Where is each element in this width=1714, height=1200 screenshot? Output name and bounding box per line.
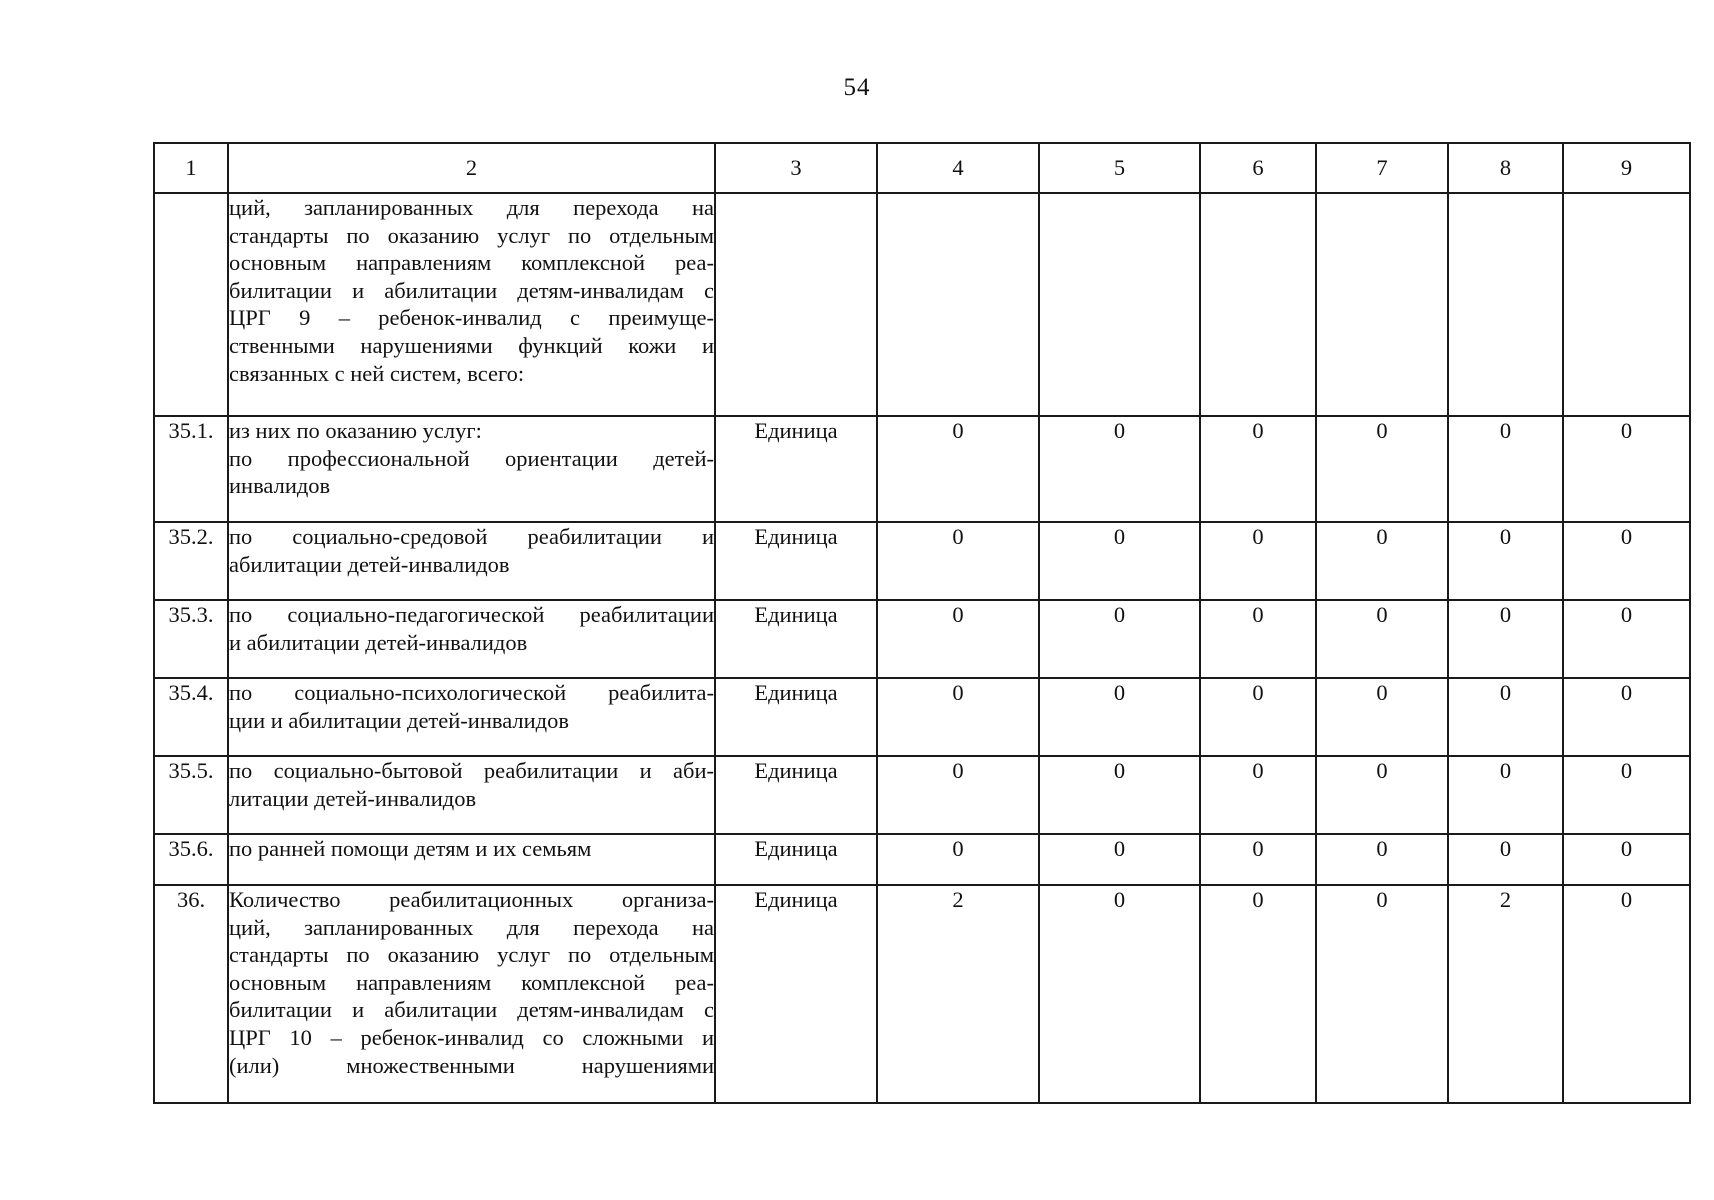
description-line: по профессиональной ориентации детей- (229, 445, 714, 471)
description-line: из них по оказанию услуг: (229, 418, 482, 443)
description-line: по социально-средовой реабилитации и (229, 524, 714, 549)
row-number: 36. (154, 885, 228, 1103)
value-cell: 0 (1316, 678, 1448, 756)
value-cell: 0 (1039, 416, 1200, 522)
description-line: стандарты по оказанию услуг по отдельным (229, 222, 714, 248)
description-line: стандарты по оказанию услуг по отдельным (229, 942, 714, 968)
value-cell: 0 (1448, 522, 1563, 600)
value-cell (1039, 193, 1200, 416)
row-unit: Единица (715, 600, 877, 678)
value-cell: 0 (1316, 416, 1448, 522)
row-unit (715, 193, 877, 416)
value-cell: 2 (877, 885, 1039, 1103)
row-unit: Единица (715, 756, 877, 834)
row-unit: Единица (715, 885, 877, 1103)
row-description (228, 416, 715, 522)
value-cell: 0 (1563, 756, 1690, 834)
value-cell (1563, 193, 1690, 416)
row-description (228, 885, 715, 1103)
header-cell: 9 (1563, 143, 1690, 193)
value-cell: 0 (1200, 885, 1316, 1103)
value-cell: 0 (877, 678, 1039, 756)
description-line: ЦРГ 10 – ребенок-инвалид со сложными и (229, 1024, 714, 1050)
description-line: ций, запланированных для перехода на (229, 195, 714, 220)
row-description (228, 193, 715, 416)
description-line: билитации и абилитации детям-инвалидам с (229, 997, 714, 1023)
row-description (228, 756, 715, 834)
row-number: 35.5. (154, 756, 228, 834)
description-line: (или) множественными нарушениями (229, 1052, 714, 1078)
row-unit: Единица (715, 522, 877, 600)
value-cell: 0 (1039, 756, 1200, 834)
row-number: 35.4. (154, 678, 228, 756)
description-line: связанных с ней систем, всего: (229, 360, 525, 386)
page-number: 54 (843, 74, 871, 101)
description-line: инвалидов (229, 473, 331, 499)
value-cell: 0 (1448, 834, 1563, 885)
value-cell: 0 (1039, 678, 1200, 756)
value-cell: 0 (1200, 678, 1316, 756)
value-cell (1200, 193, 1316, 416)
value-cell: 0 (1316, 522, 1448, 600)
description-line: литации детей-инвалидов (229, 785, 477, 811)
value-cell: 0 (1316, 885, 1448, 1103)
value-cell: 0 (877, 600, 1039, 678)
value-cell: 0 (1316, 600, 1448, 678)
description-line: абилитации детей-инвалидов (229, 551, 510, 577)
value-cell: 0 (1039, 834, 1200, 885)
table-row (154, 885, 1690, 1103)
header-cell: 4 (877, 143, 1039, 193)
value-cell: 0 (1200, 600, 1316, 678)
value-cell: 0 (1200, 756, 1316, 834)
value-cell: 0 (1448, 600, 1563, 678)
header-cell: 2 (228, 143, 715, 193)
value-cell: 0 (1316, 756, 1448, 834)
row-description (228, 522, 715, 600)
row-number: 35.2. (154, 522, 228, 600)
header-cell: 8 (1448, 143, 1563, 193)
value-cell: 0 (1563, 600, 1690, 678)
value-cell: 0 (1200, 834, 1316, 885)
value-cell (1316, 193, 1448, 416)
value-cell: 0 (1563, 678, 1690, 756)
row-description (228, 600, 715, 678)
value-cell: 0 (877, 522, 1039, 600)
row-unit: Единица (715, 834, 877, 885)
value-cell: 0 (877, 834, 1039, 885)
description-line: ций, запланированных для перехода на (229, 914, 714, 940)
description-line: по социально-бытовой реабилитации и аби- (229, 758, 714, 783)
value-cell: 0 (877, 416, 1039, 522)
table-row (154, 600, 1690, 678)
value-cell: 0 (1448, 678, 1563, 756)
table-row (154, 193, 1690, 416)
description-line: основным направлениям комплексной реа- (229, 969, 714, 995)
value-cell: 0 (1200, 416, 1316, 522)
header-cell: 3 (715, 143, 877, 193)
header-cell: 1 (154, 143, 228, 193)
row-unit: Единица (715, 416, 877, 522)
value-cell: 0 (1563, 522, 1690, 600)
description-line: Количество реабилитационных организа- (229, 887, 714, 912)
value-cell: 0 (1039, 600, 1200, 678)
value-cell: 0 (1563, 885, 1690, 1103)
data-table (153, 142, 1691, 1104)
header-cell: 6 (1200, 143, 1316, 193)
value-cell: 0 (1200, 522, 1316, 600)
value-cell (1448, 193, 1563, 416)
table-row (154, 756, 1690, 834)
value-cell: 0 (1563, 834, 1690, 885)
description-line: по социально-педагогической реабилитации (229, 602, 714, 627)
header-cell: 7 (1316, 143, 1448, 193)
value-cell: 0 (877, 756, 1039, 834)
value-cell: 0 (1039, 885, 1200, 1103)
row-number: 35.1. (154, 416, 228, 522)
table-row (154, 678, 1690, 756)
description-line: ственными нарушениями функций кожи и (229, 332, 714, 358)
value-cell: 0 (1563, 416, 1690, 522)
description-line: билитации и абилитации детям-инвалидам с (229, 277, 714, 303)
value-cell (877, 193, 1039, 416)
table-row (154, 522, 1690, 600)
description-line: основным направлениям комплексной реа- (229, 250, 714, 276)
description-line: ции и абилитации детей-инвалидов (229, 707, 569, 733)
table-row (154, 834, 1690, 885)
value-cell: 0 (1316, 834, 1448, 885)
table-header-row (154, 143, 1690, 193)
header-cell: 5 (1039, 143, 1200, 193)
row-number: 35.3. (154, 600, 228, 678)
description-line: по ранней помощи детям и их семьям (229, 836, 592, 861)
row-description (228, 834, 715, 885)
value-cell: 0 (1448, 416, 1563, 522)
value-cell: 2 (1448, 885, 1563, 1103)
row-number: 35.6. (154, 834, 228, 885)
description-line: и абилитации детей-инвалидов (229, 629, 528, 655)
description-line: ЦРГ 9 – ребенок-инвалид с преимуще- (229, 305, 714, 331)
row-description (228, 678, 715, 756)
row-number (154, 193, 228, 416)
value-cell: 0 (1448, 756, 1563, 834)
description-line: по социально-психологической реабилита- (229, 680, 714, 705)
row-unit: Единица (715, 678, 877, 756)
table-row (154, 416, 1690, 522)
value-cell: 0 (1039, 522, 1200, 600)
